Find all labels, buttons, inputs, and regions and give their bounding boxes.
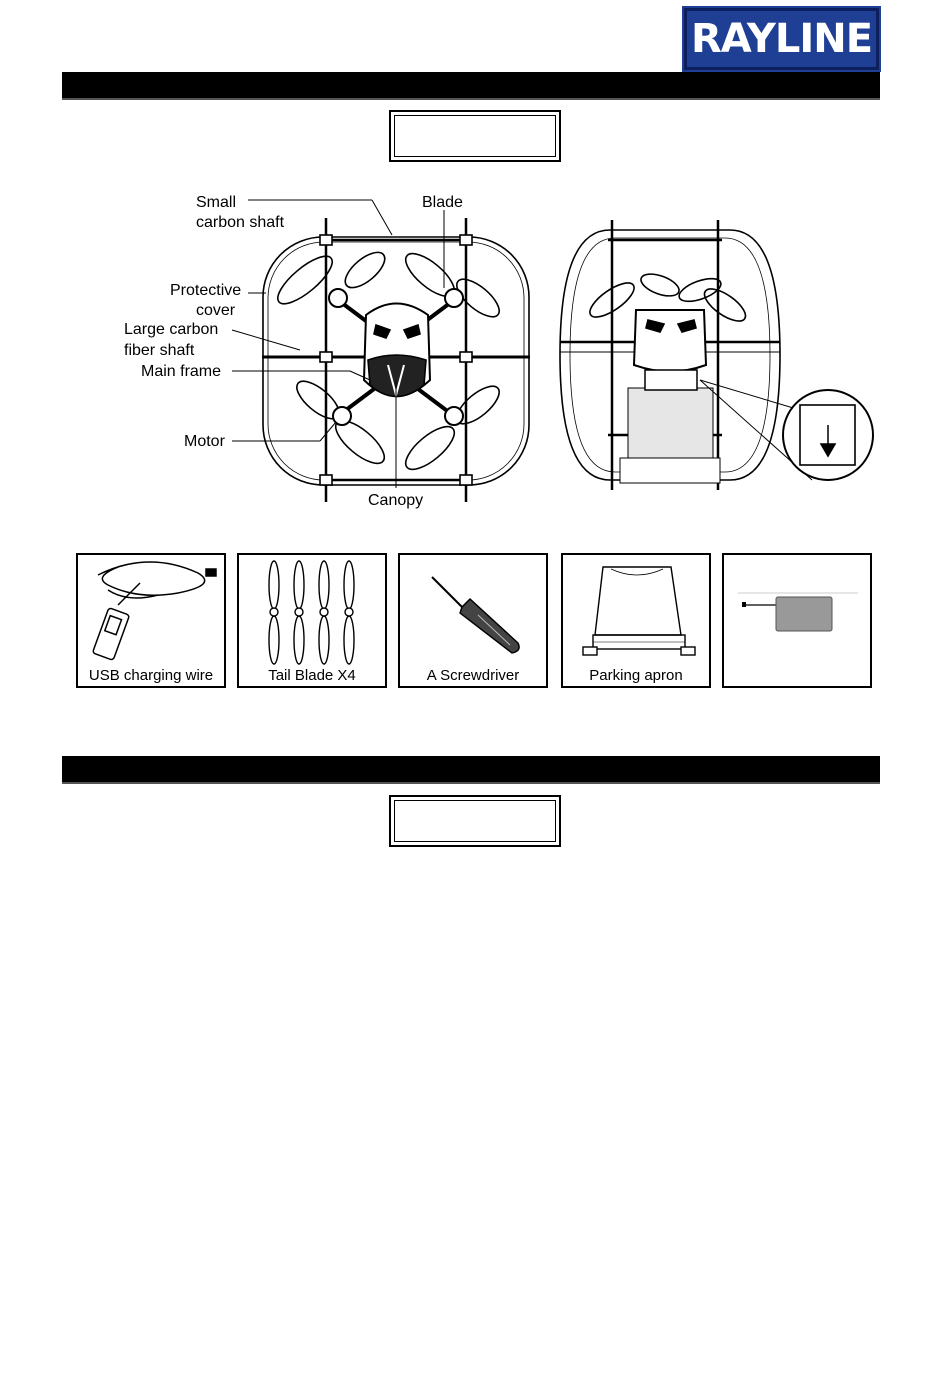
label-canopy: Canopy <box>368 492 424 509</box>
label-small-carbon-shaft-2: carbon shaft <box>196 214 285 231</box>
label-main-frame: Main frame <box>141 363 222 380</box>
section-header-bar <box>62 756 880 784</box>
label-blade: Blade <box>422 194 463 211</box>
logo-text: RAYLINE <box>690 16 873 62</box>
rayline-logo <box>684 8 879 70</box>
battery-icon <box>724 555 870 665</box>
drone-diagram <box>0 180 950 520</box>
accessory-battery <box>722 553 872 688</box>
accessory-parking-apron <box>561 553 711 688</box>
accessory-caption: Parking apron <box>589 667 683 684</box>
label-large-carbon-shaft-2: fiber shaft <box>124 342 195 359</box>
label-protective-cover-2: cover <box>196 302 236 319</box>
label-large-carbon-shaft-1: Large carbon <box>124 321 219 338</box>
accessory-tail-blades <box>237 553 387 688</box>
accessory-caption: A Screwdriver <box>426 667 520 684</box>
accessory-caption: Tail Blade X4 <box>268 667 356 684</box>
accessory-screwdriver <box>398 553 548 688</box>
section-title-box <box>389 795 561 847</box>
label-small-carbon-shaft-1: Small <box>196 194 237 211</box>
usb-cable-icon <box>78 555 224 665</box>
accessory-usb-wire <box>76 553 226 688</box>
section-title-box <box>389 110 561 162</box>
parking-apron-icon <box>563 555 709 665</box>
screwdriver-icon <box>400 555 546 665</box>
accessory-caption: USB charging wire <box>88 667 214 684</box>
propeller-icon <box>239 555 385 665</box>
section-header-bar <box>62 72 880 100</box>
label-motor: Motor <box>184 433 225 450</box>
label-protective-cover-1: Protective <box>170 282 242 299</box>
